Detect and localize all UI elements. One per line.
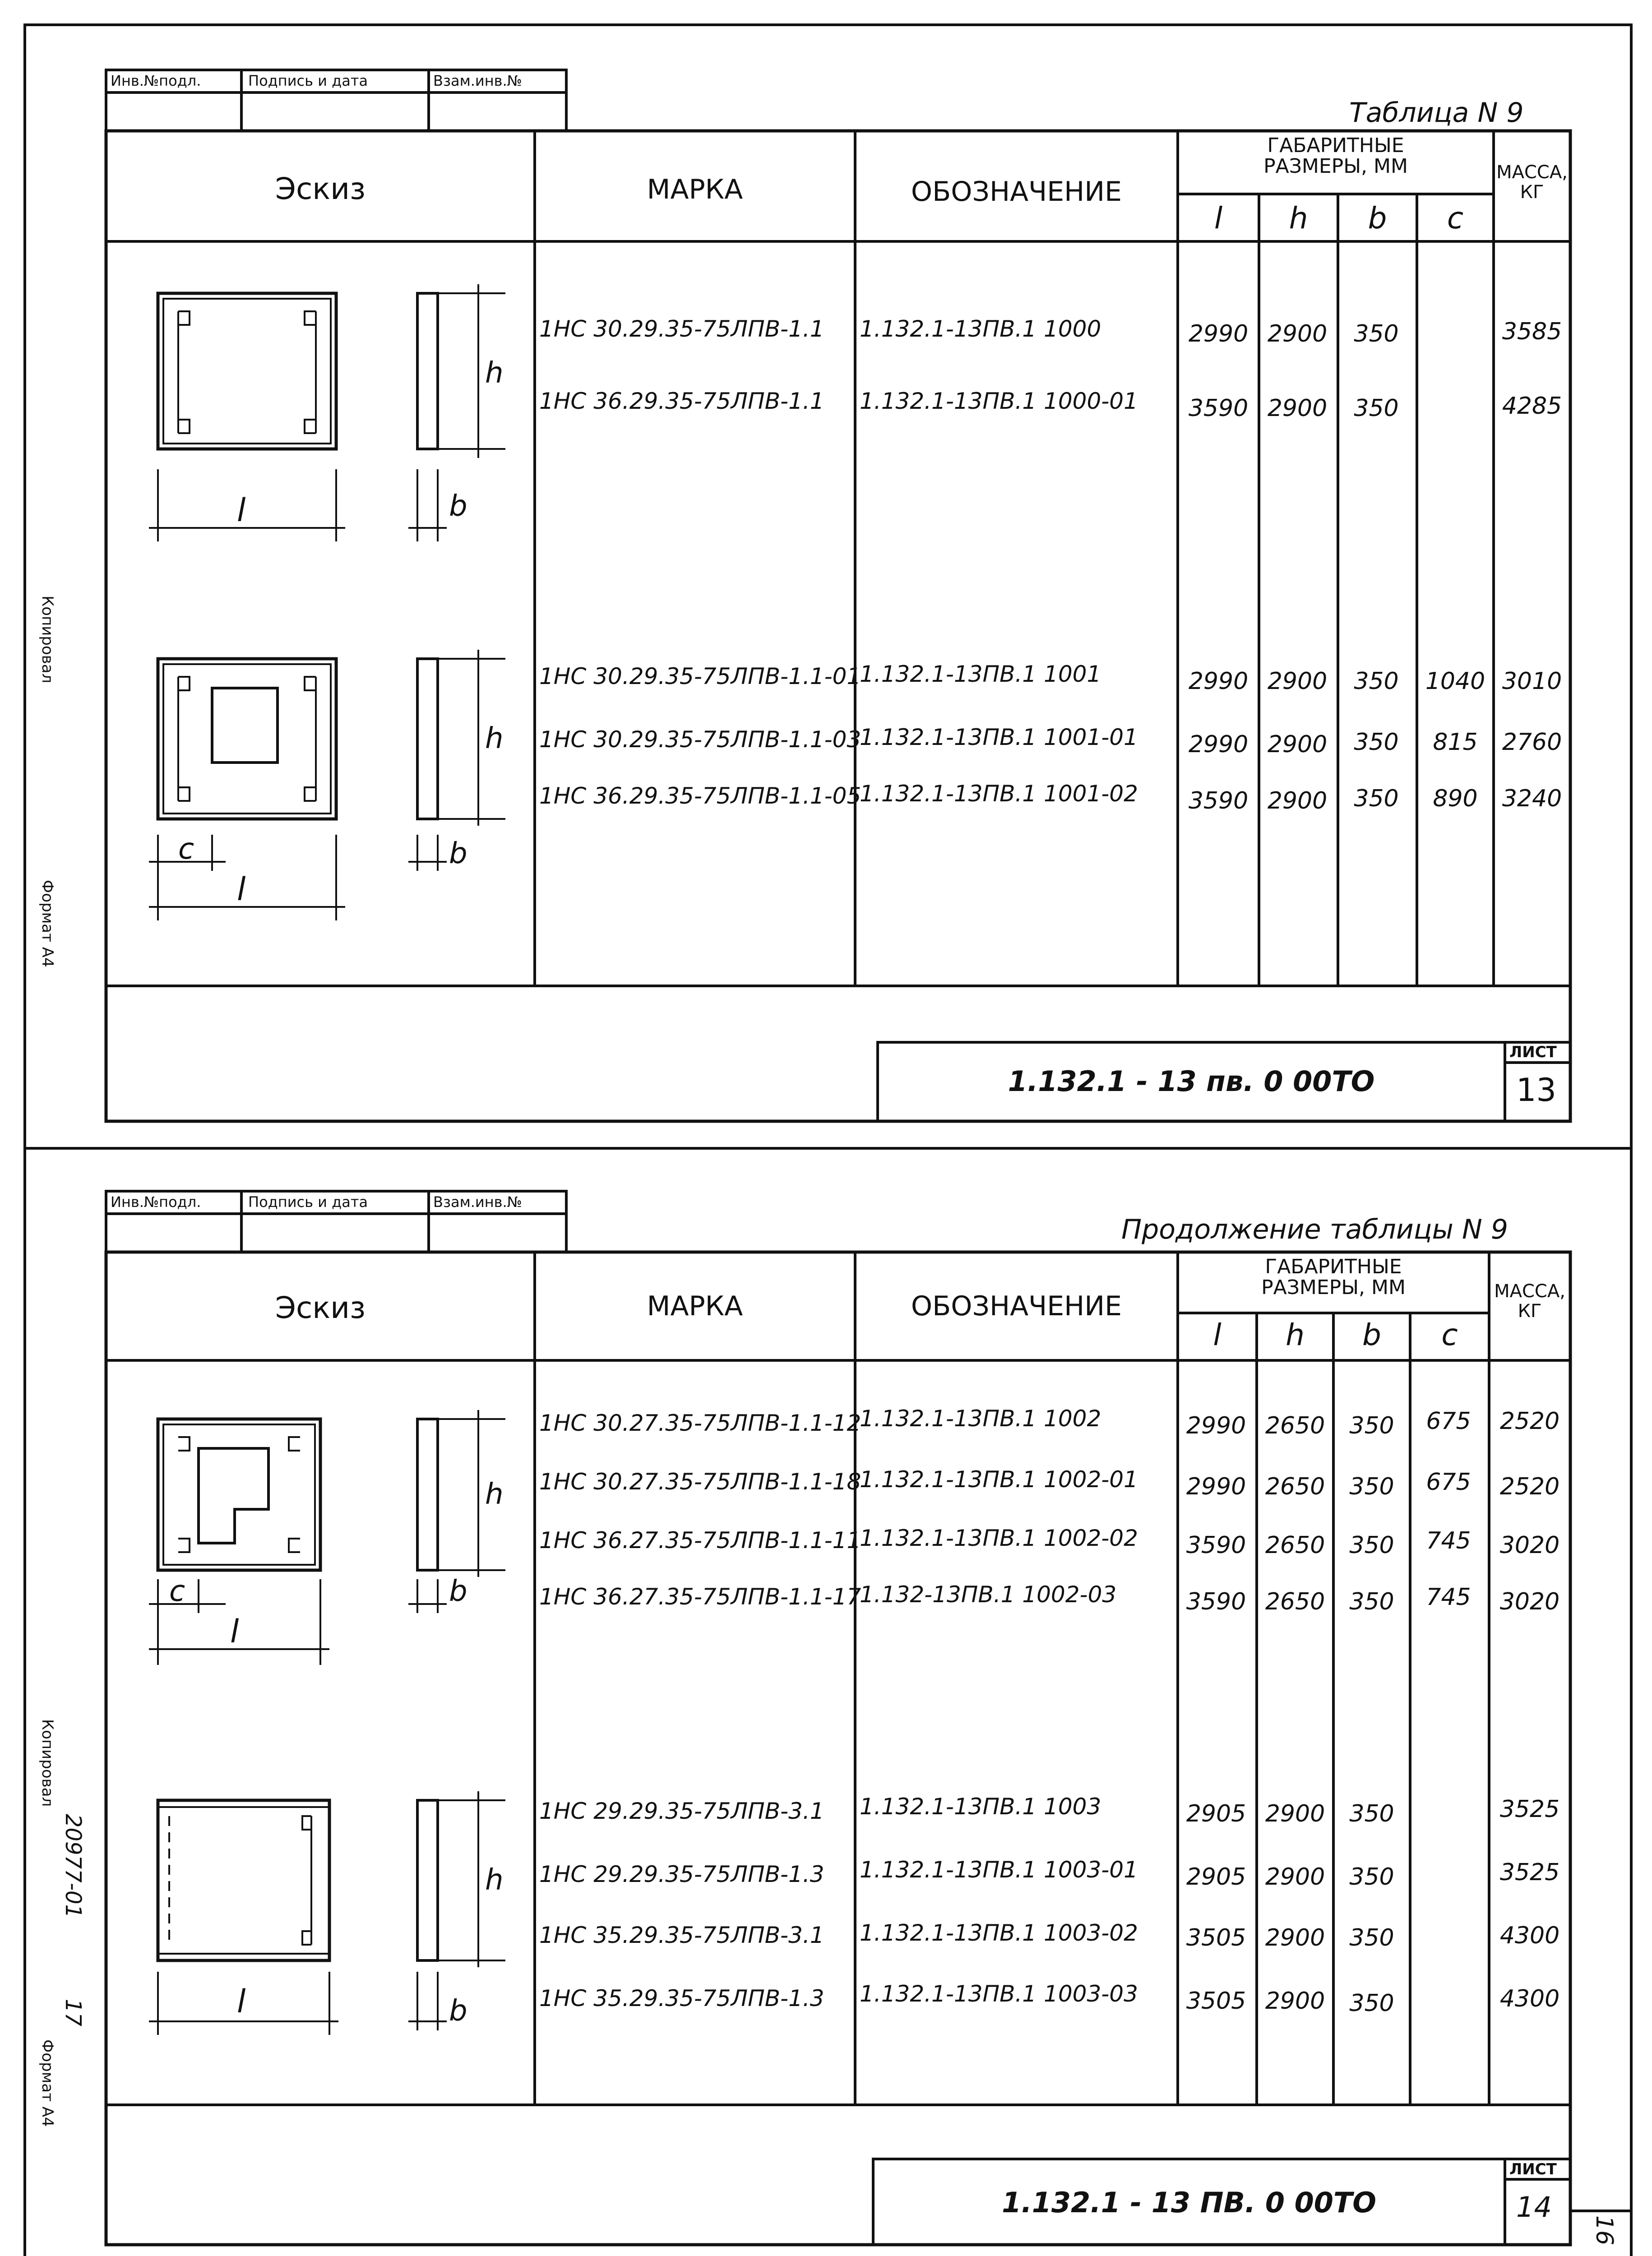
row-h: 2900 <box>1265 1924 1325 1951</box>
row-l: 2905 <box>1186 1863 1246 1891</box>
row-b: 350 <box>1349 1532 1394 1559</box>
row-h: 2900 <box>1265 1988 1325 2015</box>
header-col-l-1: l <box>1214 201 1223 236</box>
row-b: 350 <box>1354 668 1399 695</box>
stamp-sign-label-1: Подпись и дата <box>248 72 368 89</box>
row-designation: 1.132.1-13ПВ.1 1001 <box>860 661 1101 687</box>
row-h: 2900 <box>1265 1863 1325 1891</box>
row-h: 2650 <box>1265 1412 1325 1439</box>
row-mass: 4285 <box>1502 393 1562 420</box>
row-mark: 1НС 36.27.35-75ЛПВ-1.1-11 <box>539 1527 861 1553</box>
header-designation-1: ОБОЗНАЧЕНИЕ <box>911 176 1122 208</box>
table-title-2: Продолжение таблицы N 9 <box>1121 1214 1509 1245</box>
row-c: 745 <box>1426 1527 1471 1554</box>
row-designation: 1.132.1-13ПВ.1 1002-01 <box>860 1466 1138 1493</box>
side-format-1: Формат А4 <box>38 880 56 967</box>
sketch2-h-label: h <box>485 722 504 755</box>
sketch1-h-label: h <box>485 356 504 390</box>
row-b: 350 <box>1349 1863 1394 1891</box>
row-h: 2900 <box>1267 787 1328 814</box>
row-l: 2990 <box>1186 1412 1246 1439</box>
row-b: 350 <box>1354 785 1399 812</box>
row-l: 2990 <box>1188 668 1249 695</box>
row-mass: 3020 <box>1499 1588 1560 1615</box>
row-h: 2650 <box>1265 1532 1325 1559</box>
header-mass-2 <box>1489 1281 1570 1321</box>
row-h: 2900 <box>1267 320 1328 347</box>
row-mass: 2760 <box>1502 729 1562 756</box>
row-l: 3590 <box>1186 1588 1246 1615</box>
sketch4-b-label: b <box>449 1994 467 2028</box>
row-designation: 1.132.1-13ПВ.1 1001-01 <box>860 724 1138 750</box>
row-mass: 4300 <box>1499 1922 1560 1949</box>
row-mark: 1НС 29.29.35-75ЛПВ-1.3 <box>539 1861 824 1887</box>
row-b: 350 <box>1354 729 1399 756</box>
row-b: 350 <box>1349 1990 1394 2017</box>
stamp-sign-label-2: Подпись и дата <box>248 1193 368 1211</box>
row-mark: 1НС 35.29.35-75ЛПВ-3.1 <box>539 1922 824 1948</box>
side-format-2: Формат А4 <box>38 2039 56 2127</box>
row-designation: 1.132.1-13ПВ.1 1003-02 <box>860 1920 1138 1946</box>
row-b: 350 <box>1349 1800 1394 1827</box>
header-mark-1: МАРКА <box>647 174 743 205</box>
row-h: 2900 <box>1267 395 1328 422</box>
header-col-c-2: c <box>1441 1318 1458 1352</box>
header-dims-1 <box>1178 135 1494 177</box>
row-l: 3505 <box>1186 1988 1246 2015</box>
row-b: 350 <box>1349 1588 1394 1615</box>
header-col-b-2: b <box>1362 1318 1381 1352</box>
header-mark-2: МАРКА <box>647 1290 743 1322</box>
side-copied-2: Копировал <box>38 1719 56 1807</box>
header-dims-line2-1: РАЗМЕРЫ, ММ <box>1263 155 1408 178</box>
row-l: 3505 <box>1186 1924 1246 1951</box>
header-dims-line2-2: РАЗМЕРЫ, ММ <box>1261 1276 1406 1299</box>
sheet-number-1: 13 <box>1516 1072 1557 1109</box>
row-c: 745 <box>1426 1584 1471 1611</box>
row-mass: 2520 <box>1499 1408 1560 1435</box>
header-col-l-2: l <box>1213 1318 1222 1352</box>
stamp-vzam-label-2: Взам.инв.№ <box>433 1193 522 1211</box>
row-designation: 1.132-13ПВ.1 1002-03 <box>860 1581 1117 1608</box>
row-designation: 1.132.1-13ПВ.1 1002-02 <box>860 1525 1138 1551</box>
row-designation: 1.132.1-13ПВ.1 1000 <box>860 316 1101 342</box>
doc-code-1: 1.132.1 - 13 пв. 0 00ТО <box>1008 1065 1375 1098</box>
header-dims-line1-2: ГАБАРИТНЫЕ <box>1265 1255 1402 1278</box>
row-mass: 3585 <box>1502 318 1562 345</box>
row-l: 2905 <box>1186 1800 1246 1827</box>
header-mass-line1-1: МАССА, <box>1496 162 1568 183</box>
row-l: 3590 <box>1188 395 1249 422</box>
sketch1-b-label: b <box>449 490 467 523</box>
row-mark: 1НС 35.29.35-75ЛПВ-1.3 <box>539 1985 824 2011</box>
row-designation: 1.132.1-13ПВ.1 1003-03 <box>860 1981 1138 2007</box>
sketch3-c-label: c <box>169 1575 185 1608</box>
row-c: 890 <box>1433 785 1478 812</box>
header-mass-line1-2: МАССА, <box>1494 1281 1565 1302</box>
stamp-inv-label-2: Инв.№подл. <box>111 1193 201 1211</box>
row-l: 2990 <box>1186 1473 1246 1500</box>
table-title-1: Таблица N 9 <box>1349 97 1524 129</box>
header-mass-line2-1: КГ <box>1520 182 1544 203</box>
header-col-c-1: c <box>1447 201 1464 236</box>
row-mass: 3525 <box>1499 1796 1560 1823</box>
row-c: 675 <box>1426 1408 1471 1435</box>
row-b: 350 <box>1354 320 1399 347</box>
row-h: 2650 <box>1265 1473 1325 1500</box>
row-designation: 1.132.1-13ПВ.1 1000-01 <box>860 388 1138 414</box>
sketch4-h-label: h <box>485 1863 504 1897</box>
row-b: 350 <box>1349 1412 1394 1439</box>
row-designation: 1.132.1-13ПВ.1 1001-02 <box>860 781 1138 807</box>
list-label-2: ЛИСТ <box>1509 2160 1557 2178</box>
sketch2-c-label: c <box>178 832 194 866</box>
row-c: 815 <box>1433 729 1478 756</box>
corner-page-number: 16 <box>1591 2215 1618 2246</box>
doc-code-2: 1.132.1 - 13 ПВ. 0 00ТО <box>1002 2186 1376 2219</box>
row-mark: 1НС 30.29.35-75ЛПВ-1.1-01 <box>539 663 861 689</box>
row-b: 350 <box>1349 1473 1394 1500</box>
row-l: 2990 <box>1188 731 1249 758</box>
header-designation-2: ОБОЗНАЧЕНИЕ <box>911 1290 1122 1322</box>
row-mass: 3010 <box>1502 668 1562 695</box>
side-archive-sheet: 17 <box>60 1999 86 2027</box>
row-mass: 3240 <box>1502 785 1562 812</box>
row-designation: 1.132.1-13ПВ.1 1002 <box>860 1405 1101 1432</box>
row-mass: 4300 <box>1499 1985 1560 2012</box>
side-archive-no: 20977-01 <box>60 1814 86 1919</box>
sketch4-l-label: l <box>237 1983 246 2020</box>
row-mark: 1НС 30.29.35-75ЛПВ-1.1 <box>539 316 824 342</box>
sketch3-h-label: h <box>485 1478 504 1511</box>
header-dims-line1-1: ГАБАРИТНЫЕ <box>1267 134 1404 157</box>
sketch2-b-label: b <box>449 837 467 870</box>
row-b: 350 <box>1349 1924 1394 1951</box>
row-mass: 3020 <box>1499 1532 1560 1559</box>
sheet-number-2: 14 <box>1516 2191 1552 2224</box>
header-col-h-2: h <box>1286 1318 1305 1352</box>
row-mark: 1НС 36.29.35-75ЛПВ-1.1-05 <box>539 783 861 809</box>
row-designation: 1.132.1-13ПВ.1 1003-01 <box>860 1857 1138 1883</box>
row-mark: 1НС 30.29.35-75ЛПВ-1.1-03 <box>539 726 861 753</box>
stamp-inv-label-1: Инв.№подл. <box>111 72 201 89</box>
header-col-b-1: b <box>1368 201 1387 236</box>
row-mark: 1НС 36.29.35-75ЛПВ-1.1 <box>539 388 824 414</box>
side-copied-1: Копировал <box>38 596 56 684</box>
stamp-vzam-label-1: Взам.инв.№ <box>433 72 522 89</box>
sketch1-l-label: l <box>237 492 246 529</box>
row-h: 2900 <box>1267 668 1328 695</box>
header-col-h-1: h <box>1289 201 1308 236</box>
header-mass-1 <box>1494 162 1570 202</box>
row-mark: 1НС 36.27.35-75ЛПВ-1.1-17 <box>539 1584 861 1610</box>
sketch3-l-label: l <box>230 1613 239 1650</box>
row-designation: 1.132.1-13ПВ.1 1003 <box>860 1794 1101 1820</box>
row-l: 3590 <box>1186 1532 1246 1559</box>
row-mass: 2520 <box>1499 1473 1560 1500</box>
row-c: 1040 <box>1425 668 1485 695</box>
header-sketch-1: Эскиз <box>275 171 366 206</box>
row-b: 350 <box>1354 395 1399 422</box>
row-h: 2650 <box>1265 1588 1325 1615</box>
header-mass-line2-2: КГ <box>1518 1301 1542 1322</box>
row-c: 675 <box>1426 1469 1471 1496</box>
header-sketch-2: Эскиз <box>275 1290 366 1325</box>
row-h: 2900 <box>1265 1800 1325 1827</box>
row-mark: 1НС 29.29.35-75ЛПВ-3.1 <box>539 1798 824 1824</box>
row-mass: 3525 <box>1499 1859 1560 1886</box>
sketch2-l-label: l <box>237 871 246 908</box>
row-mark: 1НС 30.27.35-75ЛПВ-1.1-12 <box>539 1410 861 1436</box>
row-l: 2990 <box>1188 320 1249 347</box>
row-mark: 1НС 30.27.35-75ЛПВ-1.1-18 <box>539 1469 861 1495</box>
sketch3-b-label: b <box>449 1575 467 1608</box>
row-l: 3590 <box>1188 787 1249 814</box>
list-label-1: ЛИСТ <box>1509 1043 1557 1061</box>
row-h: 2900 <box>1267 731 1328 758</box>
header-dims-2 <box>1178 1257 1489 1298</box>
